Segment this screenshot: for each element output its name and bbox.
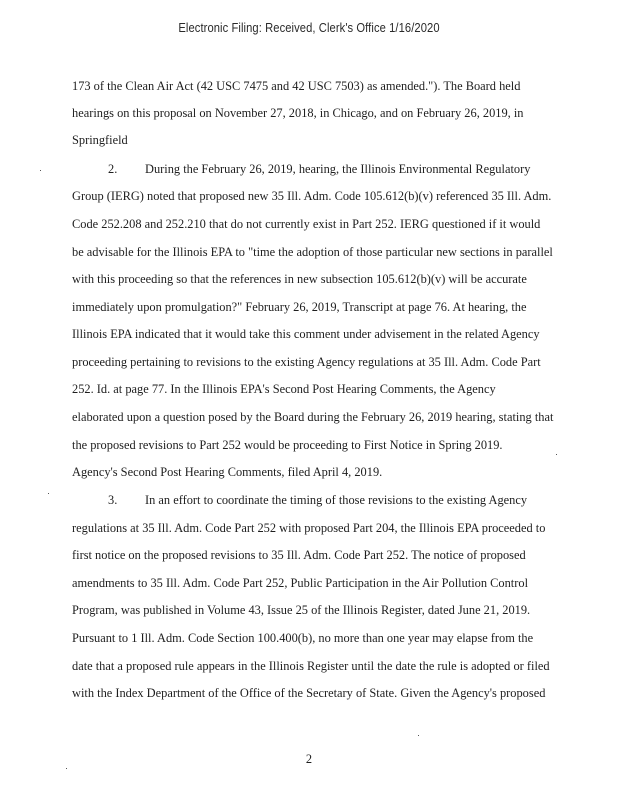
scan-speck xyxy=(48,493,49,494)
scan-speck xyxy=(40,170,41,171)
scan-speck xyxy=(418,735,419,736)
text-line: Springfield xyxy=(72,133,128,147)
text-line: date that a proposed rule appears in the Illinois Register until the date the rule is adopted or filed xyxy=(72,659,550,673)
text-line: During the February 26, 2019, hearing, the Illinois Environmental Regulatory xyxy=(145,162,531,176)
paragraph-number: 3. xyxy=(108,493,118,507)
text-line: immediately upon promulgation?" February 26, 2019, Transcript at page 76. At hearing, the xyxy=(72,300,527,314)
text-line: be advisable for the Illinois EPA to "time the adoption of those particular new sections in parallel xyxy=(72,245,553,259)
text-line: 252. Id. at page 77. In the Illinois EPA's Second Post Hearing Comments, the Agency xyxy=(72,382,496,396)
paragraph-number: 2. xyxy=(108,162,118,176)
text-line: Code 252.208 and 252.210 that do not currently exist in Part 252. IERG questioned if it would xyxy=(72,217,541,231)
text-line: proceeding pertaining to revisions to the existing Agency regulations at 35 Ill. Adm. Code Part xyxy=(72,355,541,369)
text-line: first notice on the proposed revisions to 35 Ill. Adm. Code Part 252. The notice of proposed xyxy=(72,548,526,562)
scan-speck xyxy=(66,768,67,769)
text-line: Pursuant to 1 Ill. Adm. Code Section 100.400(b), no more than one year may elapse from the xyxy=(72,631,534,645)
text-line: Illinois EPA indicated that it would take this comment under advisement in the related Agency xyxy=(72,327,540,341)
text-line: Group (IERG) noted that proposed new 35 Ill. Adm. Code 105.612(b)(v) referenced 35 Ill. Adm. xyxy=(72,189,552,203)
text-line: with the Index Department of the Office of the Secretary of State. Given the Agency's proposed xyxy=(72,686,546,700)
page-number: 2 xyxy=(305,752,313,766)
text-line: 173 of the Clean Air Act (42 USC 7475 and 42 USC 7503) as amended."). The Board held xyxy=(72,79,521,93)
paragraph-2-first-line xyxy=(108,161,530,177)
text-line: Program, was published in Volume 43, Issue 25 of the Illinois Register, dated June 21, 2019. xyxy=(72,603,531,617)
text-line: with this proceeding so that the references in new subsection 105.612(b)(v) will be accurate xyxy=(72,272,527,286)
text-line: hearings on this proposal on November 27, 2018, in Chicago, and on February 26, 2019, in xyxy=(72,106,524,120)
text-line: elaborated upon a question posed by the Board during the February 26, 2019 hearing, stating that xyxy=(72,410,554,424)
text-line: amendments to 35 Ill. Adm. Code Part 252, Public Participation in the Air Pollution Control xyxy=(72,576,529,590)
text-line: In an effort to coordinate the timing of those revisions to the existing Agency xyxy=(145,493,528,507)
electronic-filing-stamp: Electronic Filing: Received, Clerk's Office 1/16/2020 xyxy=(178,20,440,35)
text-line: the proposed revisions to Part 252 would be proceeding to First Notice in Spring 2019. xyxy=(72,438,503,452)
scan-speck xyxy=(556,454,557,455)
paragraph-3-first-line xyxy=(108,492,527,508)
text-line: Agency's Second Post Hearing Comments, filed April 4, 2019. xyxy=(72,465,383,479)
text-line: regulations at 35 Ill. Adm. Code Part 252 with proposed Part 204, the Illinois EPA proceeded to xyxy=(72,521,546,535)
